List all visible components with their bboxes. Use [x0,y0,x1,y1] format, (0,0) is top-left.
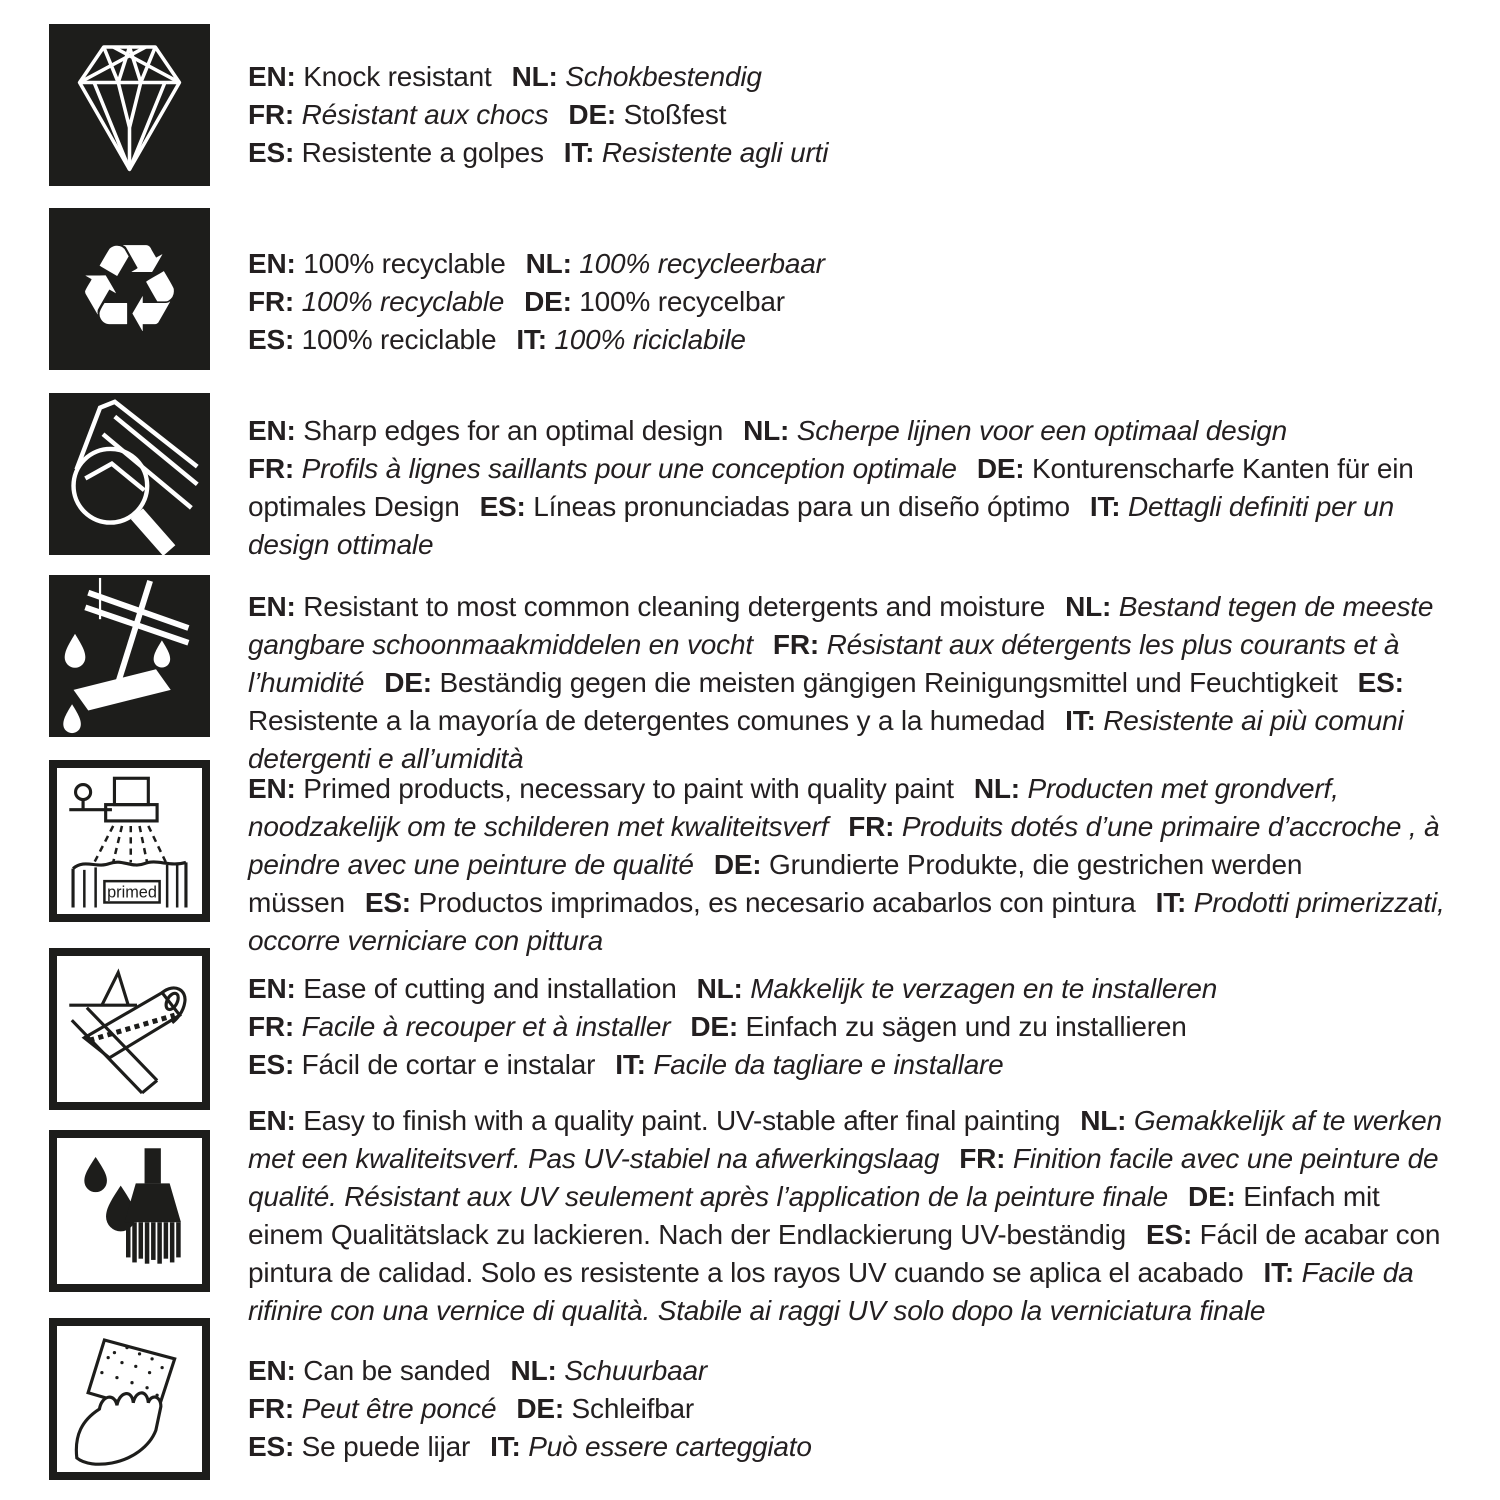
lang-label: FR: [248,1393,295,1424]
feature-text [248,770,1460,960]
paint-drops-brush-icon [61,1142,198,1280]
lang-label: ES: [479,491,526,522]
lang-value: Fácil de cortar e instalar [294,1049,596,1080]
lang-entry [248,99,548,130]
lang-entry [690,1011,1186,1042]
lang-label: EN: [248,973,296,1004]
lang-value: Einfach mit einem Qualitätslack zu lackieren. Nach der Endlackierung UV-beständig [248,1181,1380,1250]
lang-label: FR: [248,453,295,484]
lang-value: Konturenscharfe Kanten für ein optimales Design [248,453,1414,522]
lang-label: IT: [1065,705,1096,736]
lang-label: DE: [524,286,572,317]
lang-value: Schuurbaar [556,1355,707,1386]
lang-value: Sharp edges for an optimal design [295,415,724,446]
lang-entry [743,415,1287,446]
lang-value: Gemakkelijk af te werken met een kwaliteitsverf. Pas UV-stabiel na afwerkingslaag [248,1105,1442,1174]
feature-text [248,245,1460,359]
lang-entry [697,973,1218,1004]
sanding-hand-icon-box [49,1318,210,1480]
lang-value: Peut être poncé [294,1393,497,1424]
lang-entry [248,248,506,279]
lang-label: EN: [248,1355,296,1386]
lang-entry [564,137,828,168]
lang-label: ES: [1146,1219,1193,1250]
lang-value: Produits dotés d’une primaire d’accroche , à peindre avec une peinture de qualité [248,811,1440,880]
lang-entry [248,1011,670,1042]
lang-value: 100% riciclabile [546,324,746,355]
lang-value: Schokbestendig [557,61,762,92]
lang-value: Bestand tegen de meeste gangbare schoonmaakmiddelen en vocht [248,591,1434,660]
lang-value: Can be sanded [295,1355,491,1386]
lang-value: 100% reciclable [294,324,497,355]
lang-entry [365,887,1136,918]
lang-label: IT: [490,1431,521,1462]
primer-spray-icon [61,772,198,910]
lang-value: 100% recyclable [295,248,506,279]
lang-label: FR: [772,629,819,660]
lang-entry [248,1105,1060,1136]
lang-value: Resistente ai più comuni detergenti e all’umidità [248,705,1404,774]
lang-label: ES: [1357,667,1404,698]
lang-entry [248,1049,595,1080]
feature-text [248,412,1460,564]
lang-entry [248,973,677,1004]
lang-value: Resistente a la mayoría de detergentes comunes y a la humedad [248,705,1046,736]
sharp-edges-magnifier-icon [49,393,210,555]
lang-value: Einfach zu sägen und zu installieren [737,1011,1187,1042]
lang-label: IT: [516,324,547,355]
feature-row [49,948,1460,1110]
lang-entry [248,286,504,317]
lang-value: 100% recycleerbaar [571,248,825,279]
lang-label: NL: [511,61,558,92]
lang-value: Producten met grondverf, noodzakelijk om te schilderen met kwaliteitsverf [248,773,1339,842]
lang-entry [248,453,957,484]
lang-label: EN: [248,248,296,279]
lang-value: 100% recyclable [294,286,505,317]
lang-value: Finition facile avec une peinture de qualité. Résistant aux UV seulement après l’application de la peinture finale [248,1143,1439,1212]
sanding-hand-icon [61,1330,198,1468]
lang-label: DE: [690,1011,738,1042]
lang-label: DE: [1188,1181,1236,1212]
feature-text [248,1102,1460,1330]
lang-label: IT: [1155,887,1187,918]
lang-value: Easy to finish with a quality paint. UV-stable after final painting [295,1105,1061,1136]
lang-label: EN: [248,591,296,622]
lang-value: Fácil de acabar con pintura de calidad. Solo es resistente a los rayos UV cuando se aplica el acabado [248,1219,1441,1288]
lang-entry [248,61,492,92]
lang-entry [248,324,496,355]
feature-row [49,24,1460,186]
primer-spray-icon-box [49,760,210,922]
lang-entry [248,1431,470,1462]
feature-row [49,1105,1460,1330]
lang-value: Résistant aux chocs [294,99,549,130]
lang-entry [511,1355,707,1386]
lang-entry [526,248,825,279]
lang-label: FR: [848,811,895,842]
lang-value: Líneas pronunciadas para un diseño óptimo [525,491,1070,522]
lang-label: NL: [696,973,743,1004]
lang-value: Se puede lijar [294,1431,471,1462]
lang-entry [615,1049,1003,1080]
lang-value: Schleifbar [563,1393,695,1424]
lang-value: Résistant aux détergents les plus courants et à l’humidité [248,629,1400,698]
paint-drops-brush-icon-box [49,1130,210,1292]
lang-entry [248,1355,491,1386]
lang-value: Knock resistant [295,61,492,92]
lang-label: FR: [959,1143,1006,1174]
mop-cleaning-icon-box [49,575,210,737]
lang-label: IT: [1263,1257,1295,1288]
lang-label: FR: [248,1011,295,1042]
lang-value: Resistente a golpes [294,137,544,168]
lang-entry [568,99,726,130]
lang-label: DE: [568,99,617,130]
lang-label: IT: [563,137,595,168]
feature-row [49,393,1460,564]
lang-entry [248,415,723,446]
sharp-edges-magnifier-icon-box [49,393,210,555]
lang-entry [248,773,954,804]
saw-cutting-icon [61,960,198,1098]
lang-entry [516,1393,694,1424]
lang-value: Stoßfest [616,99,727,130]
lang-value: Primed products, necessary to paint with quality paint [295,773,954,804]
lang-entry [248,137,544,168]
lang-label: FR: [248,99,295,130]
lang-label: ES: [248,137,295,168]
lang-label: EN: [248,415,296,446]
lang-value: Profils à lignes saillants pour une conception optimale [294,453,957,484]
feature-row [49,208,1460,370]
lang-value: Dettagli definiti per un design ottimale [248,491,1394,560]
lang-label: FR: [248,286,295,317]
lang-entry [512,61,762,92]
recycle-icon: ♻ [74,218,185,360]
lang-label: IT: [615,1049,646,1080]
recycle-icon-box [49,208,210,370]
lang-label: DE: [976,453,1025,484]
feature-row [49,1318,1460,1480]
feature-text [248,1352,1460,1466]
saw-cutting-icon-box [49,948,210,1110]
primed-label: primed [107,883,157,902]
lang-value: Può essere carteggiato [520,1431,812,1462]
feature-row [49,760,1460,960]
lang-value: Productos imprimados, es necesario acabarlos con pintura [410,887,1136,918]
mop-cleaning-icon [49,575,210,737]
feature-text [248,588,1460,778]
lang-value: Scherpe lijnen voor een optimaal design [789,415,1288,446]
lang-entry [248,591,1045,622]
lang-label: EN: [248,773,296,804]
lang-label: EN: [248,1105,296,1136]
diamond-knock-resistant-icon-box [49,24,210,186]
lang-label: ES: [248,1049,295,1080]
lang-label: NL: [1065,591,1112,622]
lang-value: Facile à recouper et à installer [294,1011,671,1042]
lang-label: NL: [525,248,572,279]
lang-value: Ease of cutting and installation [295,973,677,1004]
lang-value: Resistente agli urti [594,137,829,168]
lang-label: IT: [1089,491,1121,522]
feature-text [248,58,1460,172]
feature-text [248,970,1460,1084]
lang-value: Facile da rifinire con una vernice di qualità. Stabile ai raggi UV solo dopo la verniciatura finale [248,1257,1414,1326]
feature-row [49,575,1460,778]
lang-label: ES: [248,324,295,355]
lang-entry [516,324,745,355]
lang-label: EN: [248,61,296,92]
lang-label: NL: [510,1355,557,1386]
lang-label: NL: [1080,1105,1127,1136]
lang-value: Grundierte Produkte, die gestrichen werden müssen [248,849,1303,918]
lang-entry [490,1431,812,1462]
lang-label: NL: [973,773,1020,804]
lang-value: Resistant to most common cleaning detergents and moisture [295,591,1046,622]
lang-label: ES: [364,887,411,918]
lang-value: Beständig gegen die meisten gängigen Reinigungsmittel und Feuchtigkeit [431,667,1338,698]
lang-value: 100% recycelbar [571,286,785,317]
lang-value: Prodotti primerizzati, occorre verniciare con pittura [248,887,1445,956]
lang-label: NL: [743,415,790,446]
lang-label: DE: [516,1393,564,1424]
lang-entry [524,286,785,317]
diamond-knock-resistant-icon [49,24,210,186]
lang-label: DE: [384,667,432,698]
lang-label: DE: [713,849,762,880]
lang-label: ES: [248,1431,295,1462]
lang-value: Makkelijk te verzagen en te installeren [742,973,1218,1004]
lang-entry [384,667,1337,698]
lang-entry [248,1393,496,1424]
lang-entry [480,491,1070,522]
lang-value: Facile da tagliare e installare [645,1049,1004,1080]
